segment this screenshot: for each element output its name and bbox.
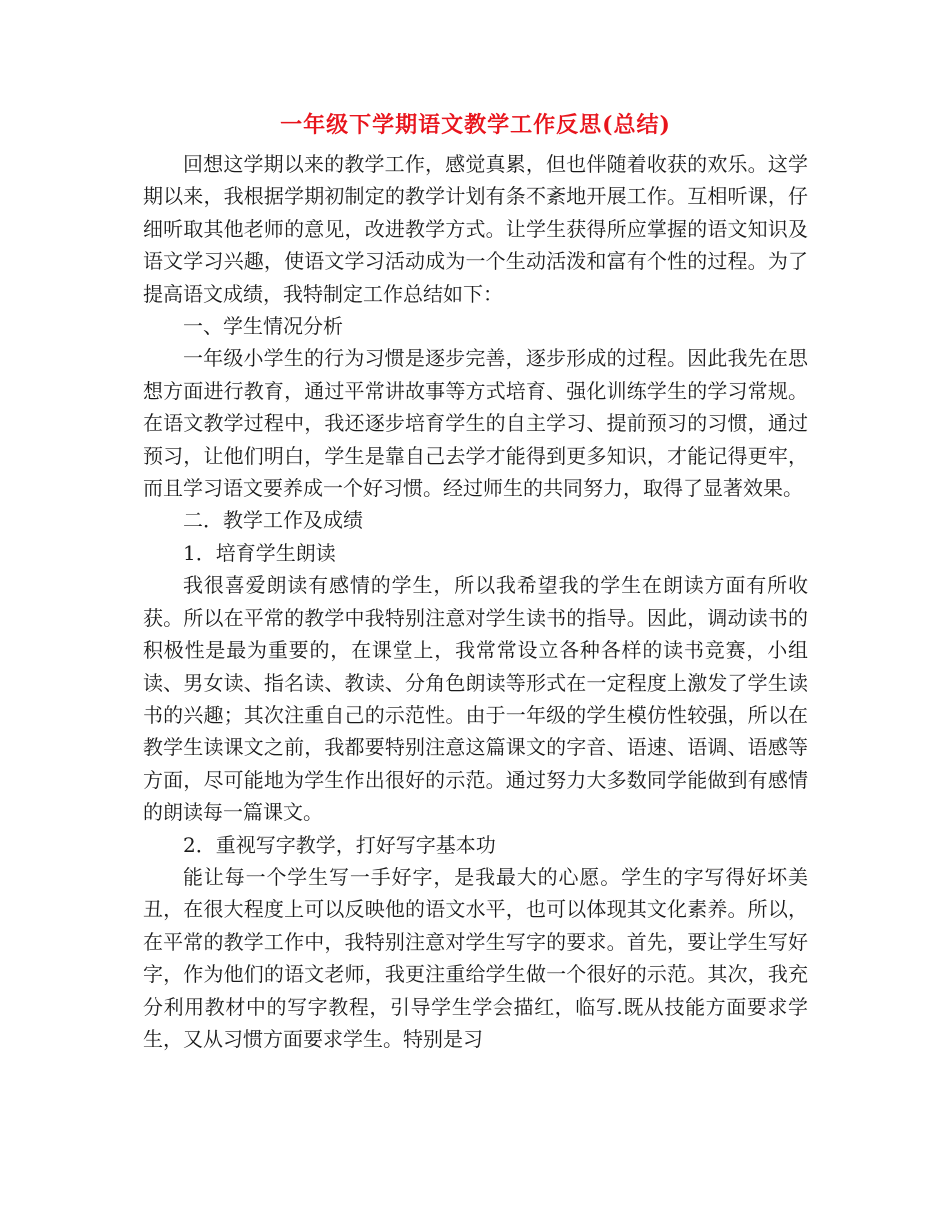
subsection-2-body: 能让每一个学生写一手好字，是我最大的心愿。学生的字写得好坏美丑，在很大程度上可以反映他的语文水平，也可以体现其文化素养。所以，在平常的教学工作中，我特别注意对学生写字的要求。首先，要让学生写好字，作为他们的语文老师，我更注重给学生做一个很好的示范。其次，我充分利用教材中的写字教程，引导学生学会描红，临写.既从技能方面要求学生，又从习惯方面要求学生。特别是习: [143, 864, 808, 1051]
intro-paragraph: 回想这学期以来的教学工作，感觉真累，但也伴随着收获的欢乐。这学期以来，我根据学期初制定的教学计划有条不紊地开展工作。互相听课，仔细听取其他老师的意见，改进教学方式。让学生获得所应掌握的语文知识及语文学习兴趣，使语文学习活动成为一个生动活泼和富有个性的过程。为了提高语文成绩，我特制定工作总结如下：: [143, 152, 808, 306]
subsection-1-heading: 1．培育学生朗读: [183, 540, 336, 565]
section-1-body: 一年级小学生的行为习惯是逐步完善，逐步形成的过程。因此我先在思想方面进行教育，通过平常讲故事等方式培育、强化训练学生的学习常规。在语文教学过程中，我还逐步培育学生的自主学习、提前预习的习惯，通过预习，让他们明白，学生是靠自己去学才能得到更多知识，才能记得更牢，而且学习语文要养成一个好习惯。经过师生的共同努力，取得了显著效果。: [143, 346, 808, 501]
subsection-2-heading: 2．重视写字教学，打好写字基本功: [183, 832, 496, 857]
document-page: [143, 108, 808, 1055]
subsection-1-body: 我很喜爱朗读有感情的学生，所以我希望我的学生在朗读方面有所收获。所以在平常的教学中我特别注意对学生读书的指导。因此，调动读书的积极性是最为重要的，在课堂上，我常常设立各种各样的读书竞赛，小组读、男女读、指名读、教读、分角色朗读等形式在一定程度上激发了学生读书的兴趣；其次注重自己的示范性。由于一年级的学生模仿性较强，所以在教学生读课文之前，我都要特别注意这篇课文的字音、语速、语调、语感等方面，尽可能地为学生作出很好的示范。通过努力大多数同学能做到有感情的朗读每一篇课文。: [143, 573, 808, 825]
document-title: 一年级下学期语文教学工作反思(总结): [280, 112, 671, 138]
section-1-heading: 一、学生情况分析: [183, 314, 343, 339]
section-2-heading: 二．教学工作及成绩: [183, 508, 363, 533]
